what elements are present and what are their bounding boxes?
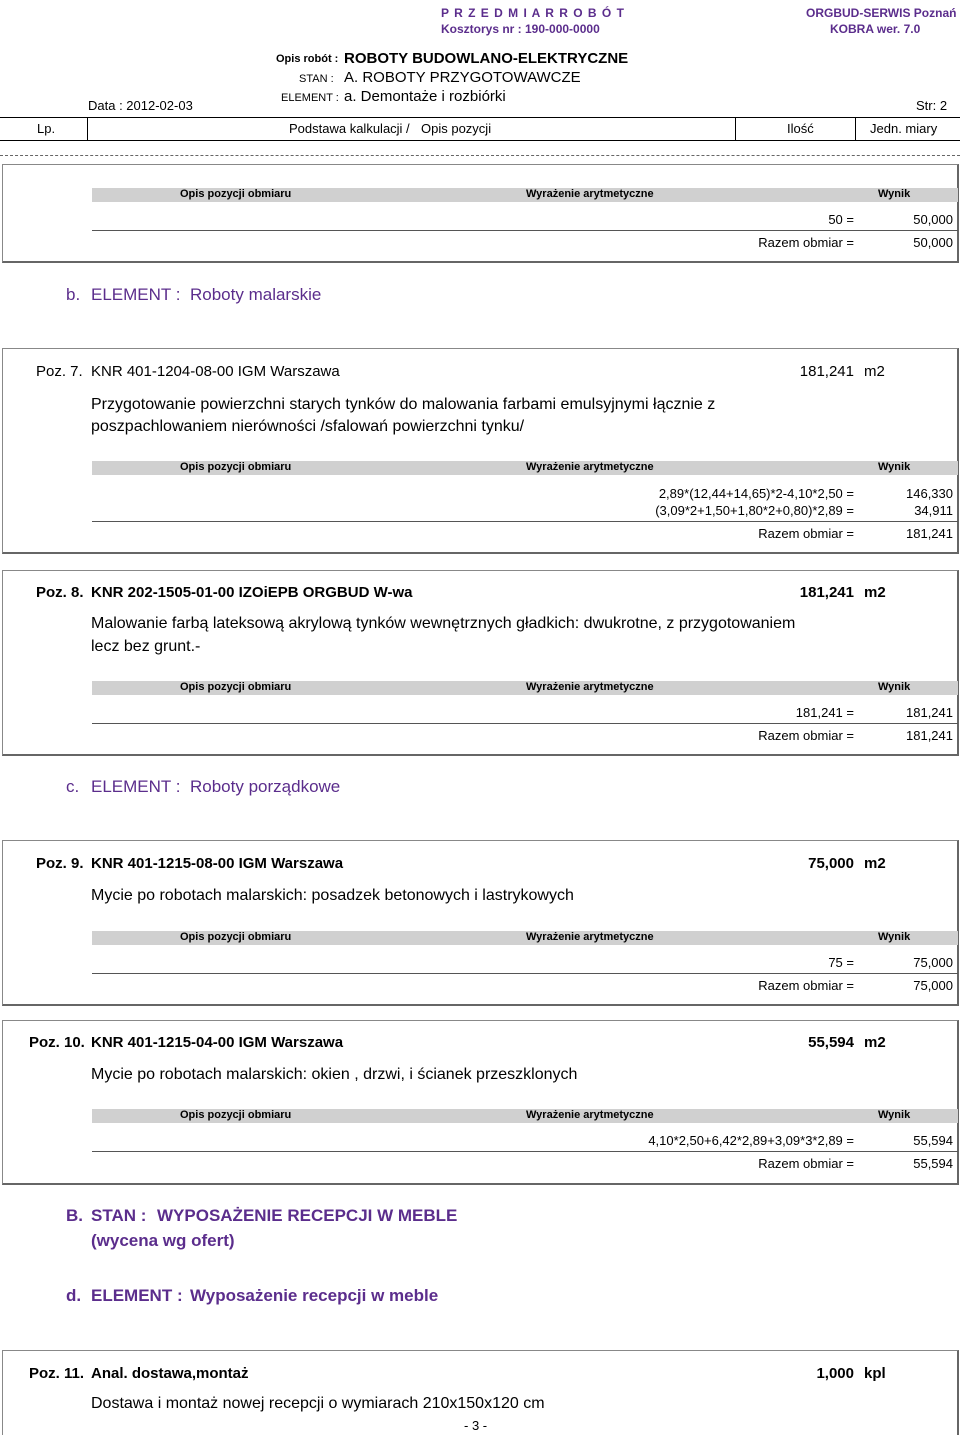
position-description: Mycie po robotach malarskich: posadzek betonowych i lastrykowych [91, 887, 574, 904]
position-number: Poz. 11. [29, 1365, 85, 1382]
document-date: Data : 2012-02-03 [88, 98, 193, 113]
position-quantity: 181,241 [799, 363, 854, 380]
position-unit: m2 [864, 363, 885, 380]
element-d-label: ELEMENT : [91, 1286, 183, 1305]
position-number: Poz. 9. [36, 855, 84, 872]
stan-b-name: WYPOSAŻENIE RECEPCJI W MEBLE [157, 1206, 458, 1225]
measure-header-opis: Opis pozycji obmiaru [180, 461, 292, 473]
col-jedn: Jedn. miary [870, 121, 938, 136]
razem-value: 75,000 [913, 978, 953, 993]
measure-value: 34,911 [914, 503, 953, 518]
position-quantity: 181,241 [799, 584, 854, 601]
razem-separator [92, 973, 958, 974]
header-bottom-rule [0, 140, 960, 141]
element-value: a. Demontaże i rozbiórki [344, 88, 506, 105]
opis-robot-label: Opis robót : [276, 53, 339, 65]
razem-label: Razem obmiar = [758, 978, 854, 993]
position-description: Przygotowanie powierzchni starych tynków do malowania farbami emulsyjnymi łącznie z [91, 396, 716, 413]
element-b-name: Roboty malarskie [190, 285, 322, 304]
measure-header-wynik: Wynik [878, 461, 911, 473]
measure-header-bar [92, 188, 958, 202]
measure-header-wynik: Wynik [878, 931, 911, 943]
col-divider [855, 117, 856, 140]
measure-value: 55,594 [913, 1133, 953, 1148]
position-description: Malowanie farbą lateksową akrylową tynków wewnętrznych gładkich: dwukrotne, z przygotowaniem [91, 615, 796, 632]
position-knr: KNR 202-1505-01-00 IZOiEPB ORGBUD W-wa [91, 584, 413, 601]
measure-header-opis: Opis pozycji obmiaru [180, 681, 292, 693]
col-ilosc: Ilość [787, 121, 814, 136]
position-unit: m2 [864, 1034, 886, 1051]
measure-header-bar [92, 461, 958, 475]
razem-separator [92, 1151, 958, 1152]
measure-header-opis: Opis pozycji obmiaru [180, 188, 292, 200]
razem-label: Razem obmiar = [758, 1156, 854, 1171]
stan-value: A. ROBOTY PRZYGOTOWAWCZE [344, 69, 581, 86]
col-podstawa: Podstawa kalkulacji [289, 121, 403, 136]
measure-value: 181,241 [906, 705, 953, 720]
kosztorys-number: Kosztorys nr : 190-000-0000 [441, 22, 600, 36]
stan-b-label: STAN : [91, 1206, 147, 1225]
position-knr: KNR 401-1215-04-00 IGM Warszawa [91, 1034, 344, 1051]
col-lp: Lp. [37, 121, 56, 136]
page-number: Str: 2 [916, 98, 948, 113]
measure-header-wyrazenie: Wyrażenie arytmetyczne [526, 188, 654, 200]
measure-header-opis: Opis pozycji obmiaru [180, 931, 292, 943]
col-divider [87, 117, 88, 140]
measure-expr: 75 = [828, 955, 854, 970]
col-opis: Opis pozycji [421, 121, 492, 136]
measure-header-wynik: Wynik [878, 1109, 911, 1121]
measure-expr: 4,10*2,50+6,42*2,89+3,09*3*2,89 = [648, 1133, 854, 1148]
position-number: Poz. 10. [29, 1034, 85, 1051]
measure-header-bar [92, 931, 958, 945]
position-quantity: 55,594 [808, 1034, 854, 1051]
position-knr: KNR 401-1204-08-00 IGM Warszawa [91, 363, 340, 380]
measure-expr: 2,89*(12,44+14,65)*2-4,10*2,50 = [658, 486, 854, 501]
position-number: Poz. 8. [36, 584, 84, 601]
razem-separator [92, 723, 958, 724]
element-d-name: Wyposażenie recepcji w meble [190, 1286, 439, 1305]
element-c-name: Roboty porządkowe [190, 777, 341, 796]
position-knr: KNR 401-1215-08-00 IGM Warszawa [91, 855, 344, 872]
element-b-prefix: b. [66, 285, 81, 304]
stan-b-name-cont: (wycena wg ofert) [91, 1231, 235, 1250]
measure-header-wynik: Wynik [878, 188, 911, 200]
position-number: Poz. 7. [36, 363, 83, 380]
razem-separator [92, 230, 958, 231]
footer-page-number: - 3 - [464, 1418, 488, 1433]
position-quantity: 1,000 [816, 1365, 854, 1382]
position-knr: Anal. dostawa,montaż [91, 1365, 249, 1382]
element-c-prefix: c. [66, 777, 80, 796]
razem-value: 181,241 [906, 526, 953, 541]
measure-header-bar [92, 681, 958, 695]
stan-label: STAN : [299, 73, 334, 85]
element-c-label: ELEMENT : [91, 777, 181, 796]
element-d-prefix: d. [66, 1286, 82, 1305]
measure-header-opis: Opis pozycji obmiaru [180, 1109, 292, 1121]
opis-robot-value: ROBOTY BUDOWLANO-ELEKTRYCZNE [344, 50, 629, 67]
measure-value: 146,330 [906, 486, 953, 501]
measure-value: 50,000 [913, 212, 953, 227]
razem-value: 50,000 [913, 235, 953, 250]
program-version: KOBRA wer. 7.0 [830, 22, 921, 36]
document-title: P R Z E D M I A R R O B Ó T [441, 6, 625, 20]
razem-label: Razem obmiar = [758, 526, 854, 541]
position-description: Mycie po robotach malarskich: okien , drzwi, i ścianek przeszklonych [91, 1066, 578, 1083]
measure-expr: (3,09*2+1,50+1,80*2+0,80)*2,89 = [655, 503, 854, 518]
position-description: Dostawa i montaż nowej recepcji o wymiarach 210x150x120 cm [91, 1395, 545, 1412]
razem-label: Razem obmiar = [758, 235, 854, 250]
position-quantity: 75,000 [808, 855, 854, 872]
measure-header-wyrazenie: Wyrażenie arytmetyczne [526, 931, 654, 943]
company-name: ORGBUD-SERWIS Poznań [806, 6, 957, 20]
measure-header-wyrazenie: Wyrażenie arytmetyczne [526, 461, 654, 473]
position-description-cont: poszpachlowaniem nierówności /sfalowań powierzchni tynku/ [91, 418, 525, 435]
measure-header-wyrazenie: Wyrażenie arytmetyczne [526, 681, 654, 693]
measure-expr: 50 = [828, 212, 854, 227]
position-description-cont: lecz bez grunt.- [91, 638, 201, 655]
position-unit: m2 [864, 584, 886, 601]
measure-expr: 181,241 = [795, 705, 854, 720]
col-divider [735, 117, 736, 140]
element-label: ELEMENT : [281, 92, 339, 104]
stan-b-prefix: B. [66, 1206, 83, 1225]
razem-value: 181,241 [906, 728, 953, 743]
position-unit: kpl [864, 1365, 886, 1382]
col-slash: / [406, 121, 410, 136]
razem-separator [92, 521, 958, 522]
razem-label: Razem obmiar = [758, 728, 854, 743]
header-top-rule [0, 117, 960, 118]
measure-header-wynik: Wynik [878, 681, 911, 693]
position-unit: m2 [864, 855, 886, 872]
measure-header-bar [92, 1109, 958, 1123]
razem-value: 55,594 [913, 1156, 953, 1171]
measure-header-wyrazenie: Wyrażenie arytmetyczne [526, 1109, 654, 1121]
measure-value: 75,000 [913, 955, 953, 970]
element-b-label: ELEMENT : [91, 285, 181, 304]
dashed-rule [0, 155, 960, 156]
